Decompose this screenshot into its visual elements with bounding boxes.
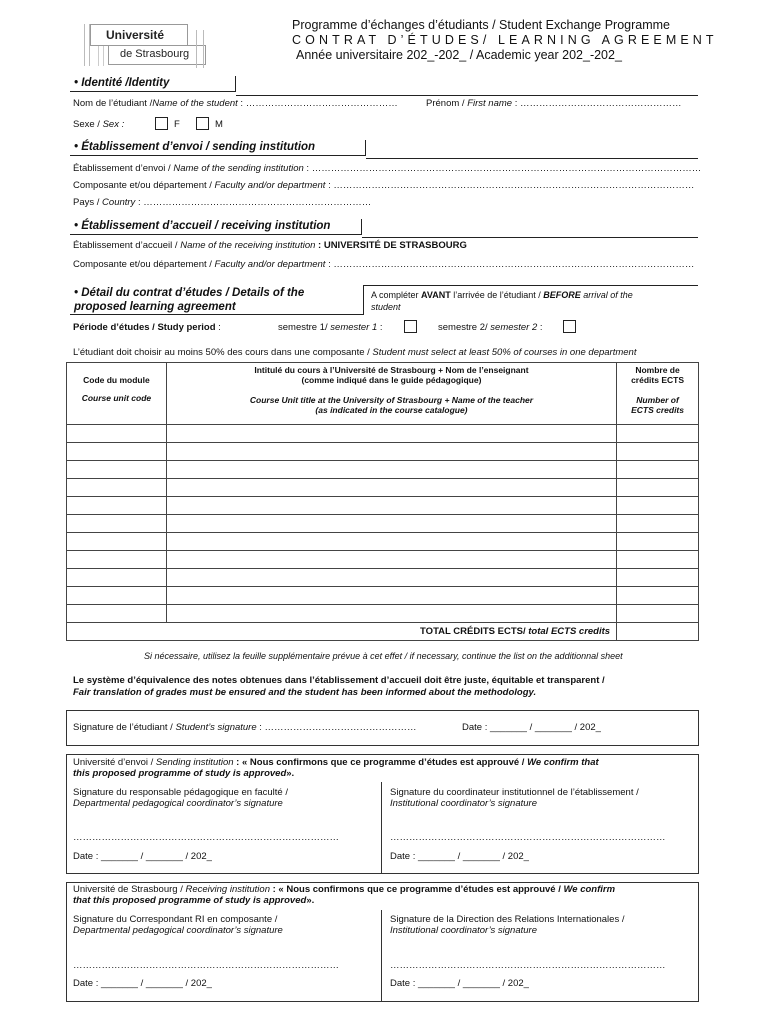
cell[interactable] (67, 515, 167, 533)
semester1-label (278, 322, 383, 333)
t: Sending institution (153, 757, 234, 768)
t: ». (286, 768, 295, 779)
sending-right-signature-line[interactable]: …………………………………………………………………………… (390, 832, 666, 843)
sending-right-signature-label (390, 787, 639, 809)
country-field[interactable] (73, 197, 371, 208)
t: Université de Strasbourg / (73, 884, 183, 895)
t: Course unit code (81, 393, 152, 403)
total-ects-cell[interactable] (617, 623, 699, 641)
table-row[interactable] (67, 587, 699, 605)
student-signature-label (73, 722, 417, 733)
header-programme: Programme d’échanges d’étudiants / Student Exchange Programme (292, 18, 670, 32)
dots: : ……………………………………………………………… (135, 197, 372, 208)
student-signature-date[interactable]: Date : _______ / _______ / 202_ (462, 722, 601, 733)
t: We confirm that (527, 757, 599, 768)
sending-right-date[interactable]: Date : _______ / _______ / 202_ (390, 851, 529, 862)
t: : (537, 322, 543, 333)
label-en: Name of the student (152, 98, 238, 109)
header-ects (617, 363, 699, 425)
cell[interactable] (67, 443, 167, 461)
cell[interactable] (617, 551, 699, 569)
semester2-checkbox[interactable] (563, 320, 576, 333)
table-row[interactable] (67, 551, 699, 569)
cell[interactable] (166, 515, 616, 533)
t: arrival of the (580, 290, 633, 300)
t: : (377, 322, 383, 333)
table-row[interactable] (67, 533, 699, 551)
t: We confirm (563, 884, 616, 895)
header-title (166, 363, 616, 425)
t: Signature du coordinateur institutionnel de l’établissement / (390, 787, 639, 798)
cell[interactable] (166, 497, 616, 515)
t: Fair translation of grades must be ensured and the student has been informed about the methodology. (73, 687, 537, 698)
table-header-row (67, 363, 699, 425)
t: this proposed programme of study is approved (73, 768, 287, 779)
label: Établissement d’accueil / (73, 240, 178, 251)
cell[interactable] (67, 587, 167, 605)
t: L’étudiant doit choisir au moins 50% des cours dans une composante / (73, 347, 370, 358)
grades-statement (73, 675, 605, 699)
label-en: Country (102, 197, 136, 208)
cell[interactable] (67, 605, 167, 623)
t: Course Unit title at the University of Strasbourg + Name of the teacher (249, 395, 534, 405)
cell[interactable] (617, 587, 699, 605)
cell[interactable] (617, 605, 699, 623)
sending-approval-statement (73, 757, 599, 779)
t: total ECTS credits (528, 626, 611, 637)
label-en: Faculty and/or department (214, 259, 326, 270)
section-rule (362, 237, 698, 238)
t: Number of (636, 395, 679, 405)
course-selection-rule (73, 347, 636, 358)
cell[interactable] (67, 569, 167, 587)
cell[interactable] (617, 515, 699, 533)
t: TOTAL CRÉDITS ECTS/ (420, 626, 529, 637)
table-row[interactable] (67, 605, 699, 623)
table-row[interactable] (67, 461, 699, 479)
label: Composante et/ou département / (73, 180, 212, 191)
cell[interactable] (617, 533, 699, 551)
t: Signature du responsable pédagogique en faculté / (73, 787, 288, 798)
section-identity-title: • Identité /Identity (70, 76, 236, 92)
t: Departmental pedagogical coordinator’s signature (73, 925, 283, 936)
receiving-right-signature-line[interactable]: …………………………………………………………………………… (390, 960, 666, 971)
cell[interactable] (67, 425, 167, 443)
label: Établissement d’envoi / (73, 163, 171, 174)
label-en: Name of the sending institution (173, 163, 304, 174)
t: : ………………………………………… (256, 722, 417, 733)
cell[interactable] (67, 497, 167, 515)
cell[interactable] (67, 461, 167, 479)
table-row[interactable] (67, 497, 699, 515)
cell[interactable] (67, 551, 167, 569)
cell[interactable] (617, 569, 699, 587)
t: l’arrivée de l’étudiant / (450, 290, 544, 300)
receiving-institution-field (73, 240, 467, 251)
sending-institution-field[interactable] (73, 163, 701, 174)
logo-bars-right (196, 30, 204, 68)
t: semestre 2/ (438, 322, 488, 333)
cell[interactable] (166, 443, 616, 461)
receiving-left-signature-label (73, 914, 283, 936)
t: semester 2 (490, 322, 538, 333)
receiving-left-date[interactable]: Date : _______ / _______ / 202_ (73, 978, 212, 989)
cell[interactable] (617, 461, 699, 479)
section-receiving-title: • Établissement d’accueil / receiving institution (70, 219, 362, 235)
dots: : …………………………………………… (512, 98, 682, 109)
receiving-approval-statement (73, 884, 615, 906)
t: AVANT (421, 290, 451, 300)
receiving-department-field[interactable] (73, 259, 694, 270)
table-total-row (67, 623, 699, 641)
student-name-field[interactable] (73, 98, 398, 109)
receiving-right-signature-label (390, 914, 624, 936)
semester2-label (438, 322, 543, 333)
t: ECTS credits (631, 405, 684, 415)
label: Composante et/ou département / (73, 259, 212, 270)
sex-m-checkbox[interactable] (196, 117, 209, 130)
sending-left-date[interactable]: Date : _______ / _______ / 202_ (73, 851, 212, 862)
cell[interactable] (67, 479, 167, 497)
t: semestre 1/ (278, 322, 328, 333)
receiving-right-date[interactable]: Date : _______ / _______ / 202_ (390, 978, 529, 989)
section-sending-title: • Établissement d’envoi / sending institution (70, 140, 366, 156)
t: Signature de la Direction des Relations Internationales / (390, 914, 625, 925)
cell[interactable] (166, 461, 616, 479)
cell[interactable] (166, 587, 616, 605)
label: Nom de l’étudiant / (73, 98, 153, 109)
label-en: Sex : (102, 119, 125, 130)
t: (comme indiqué dans le guide pédagogique) (301, 375, 482, 385)
cell[interactable] (67, 533, 167, 551)
table-row[interactable] (67, 515, 699, 533)
t: Signature de l’étudiant / (73, 722, 173, 733)
t: Student’s signature (172, 722, 257, 733)
sex-f-label: F (174, 119, 180, 130)
title-line2: proposed learning agreement (74, 301, 236, 313)
dots: : …………………………………………………………………………………………………… (325, 259, 695, 270)
header-title: CONTRAT D’ÉTUDES/ LEARNING AGREEMENT (292, 33, 718, 47)
sex-f-checkbox[interactable] (155, 117, 168, 130)
cell[interactable] (166, 605, 616, 623)
divider (381, 782, 382, 874)
label-en: Name of the receiving institution (180, 240, 316, 251)
t: Période d’études / Study period (73, 322, 216, 333)
cell[interactable] (617, 425, 699, 443)
t: Le système d’équivalence des notes obtenues dans l’établissement d’accueil doit être juste, équitable et transparent / (73, 675, 605, 686)
section-rule (236, 95, 698, 96)
t: : « Nous confirmons que ce programme d’études est approuvé / (269, 884, 564, 895)
t: Student must select at least 50% of courses in one department (369, 347, 637, 358)
dots: : …………………………………………………………………………………………………… (325, 180, 695, 191)
cell[interactable] (617, 479, 699, 497)
cell[interactable] (617, 497, 699, 515)
logo-line2: de Strasbourg (120, 48, 190, 60)
value: : UNIVERSITÉ DE STRASBOURG (315, 240, 467, 251)
t: ». (306, 895, 315, 906)
additional-sheet-note: Si nécessaire, utilisez la feuille supplémentaire prévue à cet effet / if necessary, continue the list on the additionnal sheet (144, 651, 623, 661)
table-row[interactable] (67, 425, 699, 443)
sending-left-signature-line[interactable]: ………………………………………………………………………… (73, 832, 339, 843)
t: (as indicated in the course catalogue) (315, 405, 468, 415)
label: Sexe / (73, 119, 100, 130)
t: student (371, 302, 401, 312)
t: Institutional coordinator’s signature (390, 798, 537, 809)
t: : (215, 322, 221, 333)
study-period-label (73, 322, 221, 333)
cell (67, 623, 167, 641)
t: BEFORE (543, 290, 581, 300)
dots: : …………………………………………………………………………………………………………… (303, 163, 702, 174)
label-en: First name (467, 98, 513, 109)
t: that this proposed programme of study is approved (73, 895, 307, 906)
cell[interactable] (166, 479, 616, 497)
sending-left-signature-label (73, 787, 288, 809)
t: crédits ECTS (631, 375, 684, 385)
label: Prénom / (426, 98, 465, 109)
t: Institutional coordinator’s signature (390, 925, 537, 936)
cell[interactable] (166, 551, 616, 569)
logo-line1: Université (106, 28, 165, 42)
section-contract-title (70, 285, 364, 315)
t: Departmental pedagogical coordinator’s signature (73, 798, 283, 809)
t: A compléter (371, 290, 422, 300)
section-rule (366, 158, 698, 159)
header-year: Année universitaire 202_-202_ / Academic year 202_-202_ (296, 48, 622, 62)
table-row[interactable] (67, 443, 699, 461)
first-name-field[interactable] (426, 98, 681, 109)
t: : « Nous confirmons que ce programme d’études est approuvé / (233, 757, 528, 768)
course-table (66, 362, 699, 641)
t: Code du module (83, 375, 150, 385)
table-row[interactable] (67, 479, 699, 497)
header-code (67, 363, 167, 425)
cell[interactable] (166, 425, 616, 443)
sex-m-label: M (215, 119, 223, 130)
t: Receiving institution (182, 884, 270, 895)
complete-before-note (371, 289, 633, 313)
section-rule (364, 285, 698, 286)
t: Signature du Correspondant RI en composante / (73, 914, 278, 925)
sex-label (73, 119, 124, 130)
t: Intitulé du cours à l’Université de Strasbourg + Nom de l’enseignant (254, 365, 529, 375)
semester1-checkbox[interactable] (404, 320, 417, 333)
label: Pays / (73, 197, 100, 208)
receiving-left-signature-line[interactable]: ………………………………………………………………………… (73, 960, 339, 971)
sending-department-field[interactable] (73, 180, 694, 191)
cell[interactable] (617, 443, 699, 461)
cell[interactable] (166, 533, 616, 551)
total-label (166, 623, 616, 641)
table-row[interactable] (67, 569, 699, 587)
label-en: Faculty and/or department (214, 180, 326, 191)
divider (381, 910, 382, 1002)
t: Nombre de (635, 365, 680, 375)
title-line1: • Détail du contrat d’études / Details of the (74, 287, 305, 299)
cell[interactable] (166, 569, 616, 587)
t: semester 1 (330, 322, 378, 333)
dots: : ………………………………………… (237, 98, 398, 109)
t: Université d’envoi / (73, 757, 154, 768)
